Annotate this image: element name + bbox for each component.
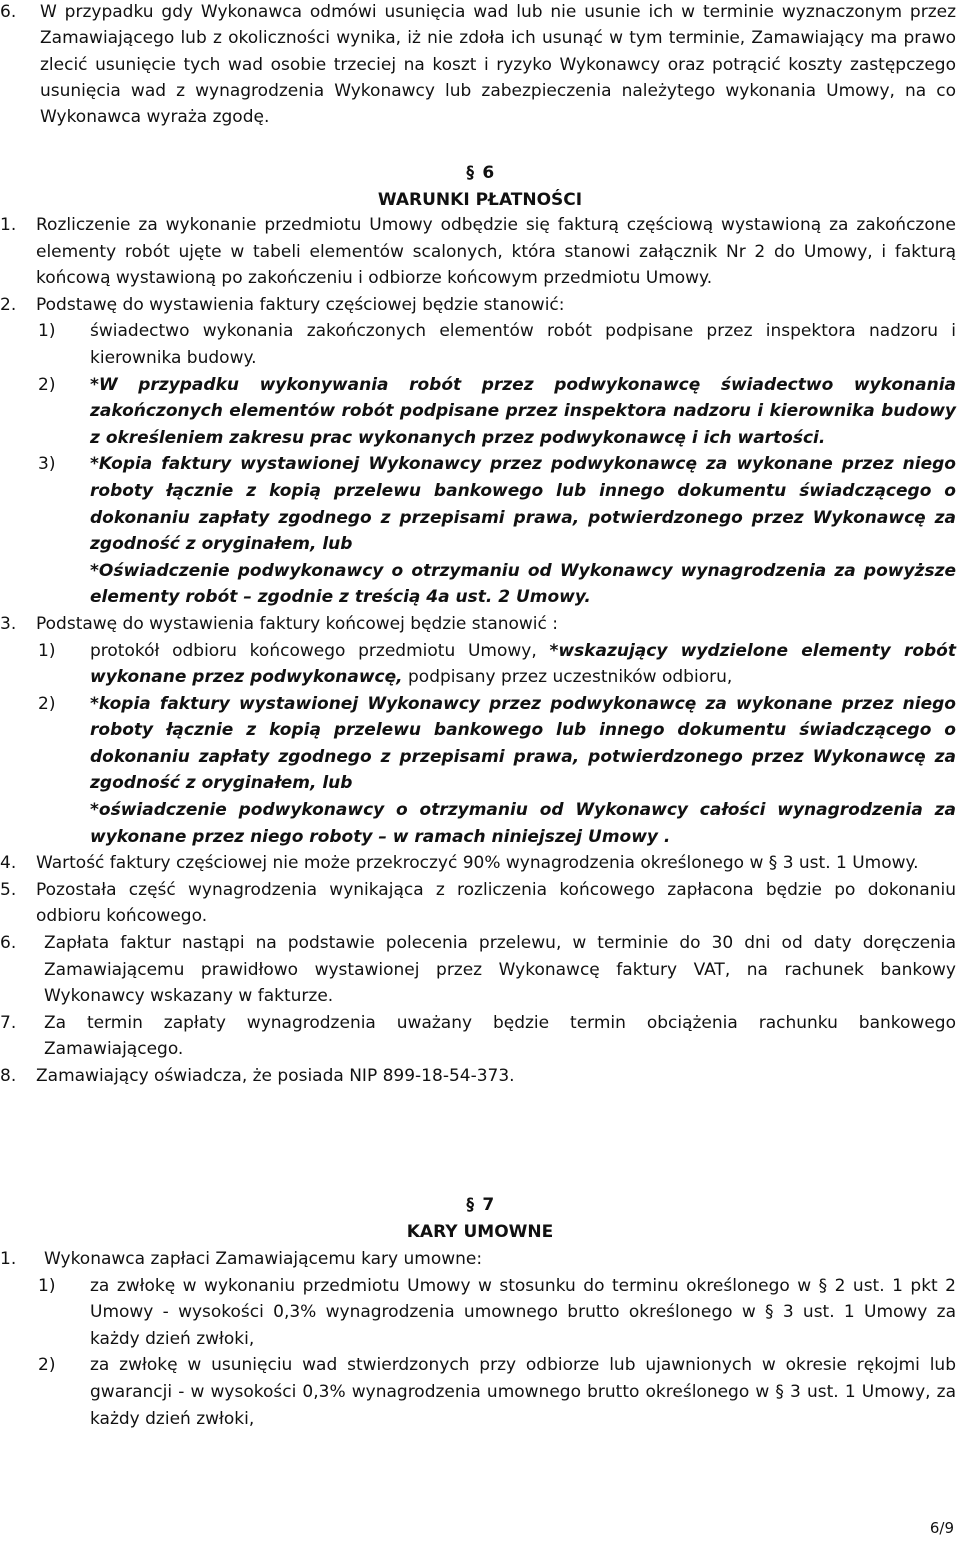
s6-item-8 — [0, 1063, 960, 1090]
sub-text: za zwłokę w wykonaniu przedmiotu Umowy w stosunku do terminu określonego w § 2 ust. 1 pkt 2 Umowy - wysokości 0,3% wynagrodzenia umownego brutto określonego w § 3 ust. 1 Umowy za każdy dzień zwłoki, — [90, 1275, 956, 1349]
s7-item-1-sub-1 — [38, 1273, 960, 1353]
sub-number: 1) — [38, 321, 56, 342]
s6-item-7-number: 7. — [0, 1012, 17, 1033]
sub-number: 2) — [38, 374, 56, 395]
s6-item-2-sub-2 — [38, 372, 960, 452]
s6-item-1-text: Rozliczenie za wykonanie przedmiotu Umowy odbędzie się fakturą częściową wystawioną za zakończone elementy robót ujęte w tabeli elementów scalonych, która stanowi załącznik Nr 2 do Umowy, i fakturą końcową wystawioną po zakończeniu i odbiorze końcowym przedmiotu Umowy. — [36, 215, 956, 289]
page-number: 6/9 — [929, 1519, 954, 1537]
sub-text-bold: *wskazujący wydzielone elementy robót wykonane przez podwykonawcę, — [90, 640, 956, 688]
section-6-heading — [0, 160, 960, 214]
section-6-number: 6 — [482, 163, 495, 183]
s6-item-1-number: 1. — [0, 215, 17, 235]
section-7-body — [0, 1246, 960, 1432]
s6-item-5-number: 5. — [0, 879, 17, 900]
s6-item-2-sub-1 — [38, 318, 960, 371]
section-7-heading — [0, 1192, 960, 1246]
sub-text-plain-end: podpisany przez uczestników odbioru, — [402, 667, 733, 688]
s7-item-1 — [0, 1246, 960, 1273]
s6-item-7-text: Za termin zapłaty wynagrodzenia uważany będzie termin obciążenia rachunku bankowego Zamawiającego. — [44, 1012, 956, 1060]
intro-paragraph — [0, 0, 960, 130]
s6-item-4-text: Wartość faktury częściowej nie może przekroczyć 90% wynagrodzenia określonego w § 3 ust. 1 Umowy. — [36, 853, 919, 874]
s7-item-1-text: Wykonawca zapłaci Zamawiającemu kary umowne: — [44, 1249, 483, 1269]
intro-text: W przypadku gdy Wykonawca odmówi usunięcia wad lub nie usunie ich w terminie wyznaczonym przez Zamawiającego lub z okoliczności wynika, iż nie zdoła ich usunąć w tym terminie, Zamawiający ma prawo zlecić usunięcie tych wad osobie trzeciej na koszt i ryzyko Wykonawcy oraz potrącić koszty zastępczego usunięcia wad z wynagrodzenia Wykonawcy lub zabezpieczenia należytego wykonania Umowy, na co Wykonawca wyraża zgodę. — [40, 2, 956, 128]
s6-item-3 — [0, 611, 960, 638]
sub-text: za zwłokę w usunięciu wad stwierdzonych przy odbiorze lub ujawnionych w okresie rękojmi lub gwarancji - w wysokości 0,3% wynagrodzenia umownego brutto określonego w § 3 ust. 1 Umowy, za każdy dzień zwłoki, — [90, 1355, 956, 1429]
s6-item-3-text: Podstawę do wystawienia faktury końcowej będzie stanowić : — [36, 613, 559, 634]
s6-item-2-number: 2. — [0, 294, 17, 315]
s6-item-3-number: 3. — [0, 613, 17, 634]
sub-text-plain: protokół odbioru końcowego przedmiotu Umowy, — [90, 640, 550, 661]
sub-text: świadectwo wykonania zakończonych elementów robót podpisane przez inspektora nadzoru i kierownika budowy. — [90, 321, 956, 368]
s7-item-1-number: 1. — [0, 1249, 17, 1269]
section-6-title: WARUNKI PŁATNOŚCI — [377, 190, 583, 210]
section-7-title: KARY UMOWNE — [406, 1222, 554, 1242]
sub-number: 2) — [38, 1355, 56, 1376]
s6-item-5-text: Pozostała część wynagrodzenia wynikająca z rozliczenia końcowego zapłacona będzie po dokonaniu odbioru końcowego. — [36, 879, 956, 927]
s6-item-7 — [0, 1010, 960, 1063]
s6-item-1 — [0, 212, 960, 292]
s6-item-6-number: 6. — [0, 933, 17, 954]
section-symbol: § — [466, 163, 474, 183]
s6-item-8-text: Zamawiający oświadcza, że posiada NIP 899-18-54-373. — [36, 1066, 515, 1086]
section-symbol: § — [466, 1195, 474, 1215]
sub-number: 1) — [38, 1275, 56, 1296]
section-6-number-line — [0, 160, 960, 187]
sub-text: *W przypadku wykonywania robót przez podwykonawcę świadectwo wykonania zakończonych elementów robót podpisane przez inspektora nadzoru i kierownika budowy z określeniem zakresu prac wykonanych przez podwykonawcę i ich wartości. — [90, 374, 956, 448]
sub-number: 1) — [38, 640, 56, 661]
section-7-number-line — [0, 1192, 960, 1219]
s6-item-4-number: 4. — [0, 853, 17, 874]
intro-number: 6. — [0, 2, 17, 22]
s6-item-3-sub-1 — [38, 638, 960, 691]
sub-number: 3) — [38, 454, 56, 475]
section-6-body — [0, 212, 960, 1090]
s7-item-1-sub-2 — [38, 1352, 960, 1432]
s6-item-3-sub-2 — [38, 691, 960, 797]
sub-number: 2) — [38, 693, 56, 714]
sub-text: *Kopia faktury wystawionej Wykonawcy przez podwykonawcę za wykonane przez niego roboty łącznie z kopią przelewu bankowego lub innego dokumentu świadczącego o dokonaniu zapłaty zgodnego z przepisami prawa, potwierdzonego przez Wykonawcę za zgodność z oryginałem, lub — [90, 454, 956, 555]
sub-text: *kopia faktury wystawionej Wykonawcy przez podwykonawcę za wykonane przez niego roboty łącznie z kopią przelewu bankowego lub innego dokumentu świadczącego o dokonaniu zapłaty zgodnego z przepisami prawa, potwierdzonego przez Wykonawcę za zgodność z oryginałem, lub — [90, 693, 956, 794]
s6-item-2-sub-3-continuation: *Oświadczenie podwykonawcy o otrzymaniu od Wykonawcy wynagrodzenia za powyższe elementy robót – zgodnie z treścią 4a ust. 2 Umowy. — [90, 560, 956, 608]
s6-item-2-sub-3 — [38, 451, 960, 557]
s6-item-5 — [0, 877, 960, 930]
s6-item-8-number: 8. — [0, 1066, 17, 1086]
s6-item-4 — [0, 850, 960, 877]
s6-item-2 — [0, 292, 960, 319]
s6-item-6-text: Zapłata faktur nastąpi na podstawie polecenia przelewu, w terminie do 30 dni od daty doręczenia Zamawiającemu prawidłowo wystawionej przez Wykonawcę faktury VAT, na rachunek bankowy Wykonawcy wskazany w fakturze. — [44, 933, 956, 1007]
s6-item-2-text: Podstawę do wystawienia faktury częściowej będzie stanowić: — [36, 294, 565, 315]
s6-item-6 — [0, 930, 960, 1010]
s6-item-3-sub-2-continuation: *oświadczenie podwykonawcy o otrzymaniu od Wykonawcy całości wynagrodzenia za wykonane przez niego roboty – w ramach niniejszej Umowy . — [90, 800, 956, 847]
section-7-number: 7 — [482, 1195, 495, 1215]
